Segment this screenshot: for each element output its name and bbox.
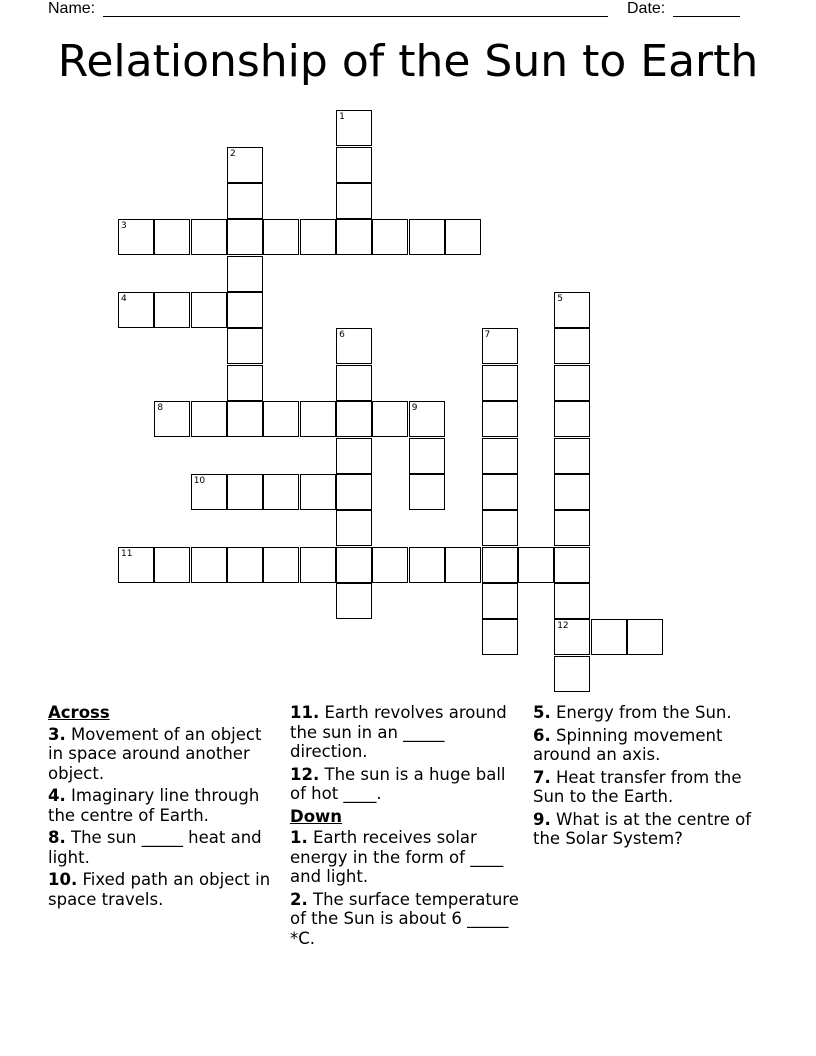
grid-cell[interactable]: [191, 292, 227, 328]
grid-cell[interactable]: [336, 365, 372, 401]
grid-cell[interactable]: [227, 183, 263, 219]
clue-text: Spinning movement around an axis.: [533, 725, 723, 764]
grid-cell[interactable]: [336, 328, 372, 364]
clue-down-1: [290, 828, 524, 887]
grid-cell[interactable]: [372, 219, 408, 255]
grid-cell[interactable]: [372, 547, 408, 583]
grid-cell[interactable]: [445, 547, 481, 583]
grid-cell[interactable]: [554, 474, 590, 510]
grid-cell[interactable]: [227, 365, 263, 401]
grid-cell[interactable]: [154, 547, 190, 583]
clue-number: 5.: [533, 703, 551, 722]
cell-number: 6: [339, 330, 345, 341]
clue-number: 12.: [290, 764, 320, 784]
grid-cell[interactable]: [227, 147, 263, 183]
cell-number: 4: [121, 294, 127, 305]
grid-cell[interactable]: [154, 292, 190, 328]
clue-number: 10.: [48, 870, 78, 889]
clue-number: 3.: [48, 724, 66, 744]
grid-cell[interactable]: [263, 401, 299, 437]
grid-cell[interactable]: [336, 183, 372, 219]
grid-cell[interactable]: [263, 474, 299, 510]
grid-cell[interactable]: [409, 401, 445, 437]
grid-cell[interactable]: [554, 619, 590, 655]
clue-text: Heat transfer from the Sun to the Earth.: [533, 767, 742, 806]
down-heading: Down: [290, 806, 343, 826]
clues-column-1: [48, 703, 280, 912]
grid-cell[interactable]: [227, 474, 263, 510]
grid-cell[interactable]: [191, 547, 227, 583]
clue-number: 11.: [290, 703, 320, 722]
clue-text: What is at the centre of the Solar System?: [533, 809, 752, 848]
clue-number: 4.: [48, 786, 66, 805]
grid-cell[interactable]: [409, 474, 445, 510]
grid-cell[interactable]: [336, 147, 372, 183]
grid-cell[interactable]: [482, 438, 518, 474]
clue-down-5: [533, 703, 773, 723]
grid-cell[interactable]: [263, 547, 299, 583]
clue-number: 2.: [290, 889, 308, 909]
clue-text: The surface temperature of the Sun is about 6 _____ *C.: [290, 889, 519, 948]
grid-cell[interactable]: [518, 547, 554, 583]
clue-across-10: [48, 870, 280, 909]
clue-down-2: [290, 890, 524, 949]
grid-cell[interactable]: [482, 510, 518, 546]
clue-text: The sun is a huge ball of hot ____.: [290, 764, 506, 803]
grid-cell[interactable]: [336, 510, 372, 546]
grid-cell[interactable]: [554, 328, 590, 364]
cell-number: 10: [193, 475, 206, 486]
grid-cell[interactable]: [554, 365, 590, 401]
clue-text: Movement of an object in space around another object.: [48, 724, 262, 783]
cell-number: 1: [339, 112, 345, 123]
date-label: Date:: [627, 0, 666, 17]
grid-cell[interactable]: [300, 547, 336, 583]
grid-cell[interactable]: [336, 474, 372, 510]
grid-cell[interactable]: [118, 219, 154, 255]
grid-cell[interactable]: [191, 219, 227, 255]
grid-cell[interactable]: [482, 583, 518, 619]
grid-cell[interactable]: [482, 619, 518, 655]
clue-down-9: [533, 810, 773, 849]
grid-cell[interactable]: [227, 328, 263, 364]
clue-text: Fixed path an object in space travels.: [48, 870, 271, 909]
cell-number: 3: [121, 221, 127, 232]
clue-number: 1.: [290, 828, 308, 847]
grid-cell[interactable]: [627, 619, 663, 655]
grid-cell[interactable]: [263, 219, 299, 255]
grid-cell[interactable]: [300, 401, 336, 437]
clue-across-8: [48, 828, 280, 867]
clues-column-2: [290, 703, 524, 951]
grid-cell[interactable]: [336, 583, 372, 619]
clue-text: The sun _____ heat and light.: [48, 828, 262, 867]
grid-cell[interactable]: [227, 256, 263, 292]
grid-cell[interactable]: [482, 401, 518, 437]
clue-across-11: [290, 703, 524, 762]
grid-cell[interactable]: [409, 438, 445, 474]
grid-cell[interactable]: [300, 219, 336, 255]
grid-cell[interactable]: [227, 219, 263, 255]
grid-cell[interactable]: [554, 438, 590, 474]
grid-cell[interactable]: [336, 438, 372, 474]
grid-cell[interactable]: [554, 292, 590, 328]
clue-number: 7.: [533, 767, 551, 787]
grid-cell[interactable]: [482, 474, 518, 510]
clue-text: Earth revolves around the sun in an _____ direction.: [290, 703, 507, 761]
clue-text: Imaginary line through the centre of Earth.: [48, 786, 260, 825]
grid-cell[interactable]: [336, 401, 372, 437]
clue-across-3: [48, 725, 280, 784]
page-title: Relationship of the Sun to Earth: [57, 36, 759, 87]
grid-cell[interactable]: [336, 110, 372, 146]
name-label: Name:: [48, 0, 96, 17]
grid-cell[interactable]: [191, 474, 227, 510]
grid-cell[interactable]: [336, 219, 372, 255]
grid-cell[interactable]: [154, 401, 190, 437]
grid-cell[interactable]: [554, 656, 590, 692]
clue-number: 9.: [533, 809, 551, 829]
clue-down-6: [533, 726, 773, 765]
clue-number: 6.: [533, 725, 551, 745]
clues-column-3: [533, 703, 773, 852]
cell-number: 7: [484, 330, 491, 341]
grid-cell[interactable]: [409, 547, 445, 583]
grid-cell[interactable]: [191, 401, 227, 437]
across-heading: Across: [48, 703, 110, 722]
grid-cell[interactable]: [300, 474, 336, 510]
cell-number: 2: [230, 148, 236, 159]
grid-cell[interactable]: [409, 219, 445, 255]
cell-number: 11: [121, 548, 133, 559]
grid-cell[interactable]: [482, 365, 518, 401]
grid-cell[interactable]: [482, 547, 518, 583]
grid-cell[interactable]: [118, 547, 154, 583]
grid-cell[interactable]: [554, 510, 590, 546]
clue-number: 8.: [48, 828, 66, 847]
grid-cell[interactable]: [227, 401, 263, 437]
grid-cell[interactable]: [372, 401, 408, 437]
grid-cell[interactable]: [227, 547, 263, 583]
cell-number: 5: [557, 294, 563, 305]
grid-cell[interactable]: [154, 219, 190, 255]
grid-cell[interactable]: [118, 292, 154, 328]
grid-cell[interactable]: [336, 547, 372, 583]
grid-cell[interactable]: [482, 328, 518, 364]
cell-number: 8: [157, 403, 164, 414]
clue-down-7: [533, 768, 773, 807]
clue-text: Energy from the Sun.: [556, 703, 732, 722]
grid-cell[interactable]: [591, 619, 627, 655]
grid-cell[interactable]: [554, 547, 590, 583]
grid-cell[interactable]: [227, 292, 263, 328]
clue-across-4: [48, 786, 280, 825]
grid-cell[interactable]: [445, 219, 481, 255]
clue-across-12: [290, 765, 524, 804]
grid-cell[interactable]: [554, 401, 590, 437]
cell-number: 12: [557, 621, 569, 632]
clue-text: Earth receives solar energy in the form of ____ and light.: [290, 828, 504, 886]
grid-cell[interactable]: [554, 583, 590, 619]
cell-number: 9: [411, 403, 418, 414]
